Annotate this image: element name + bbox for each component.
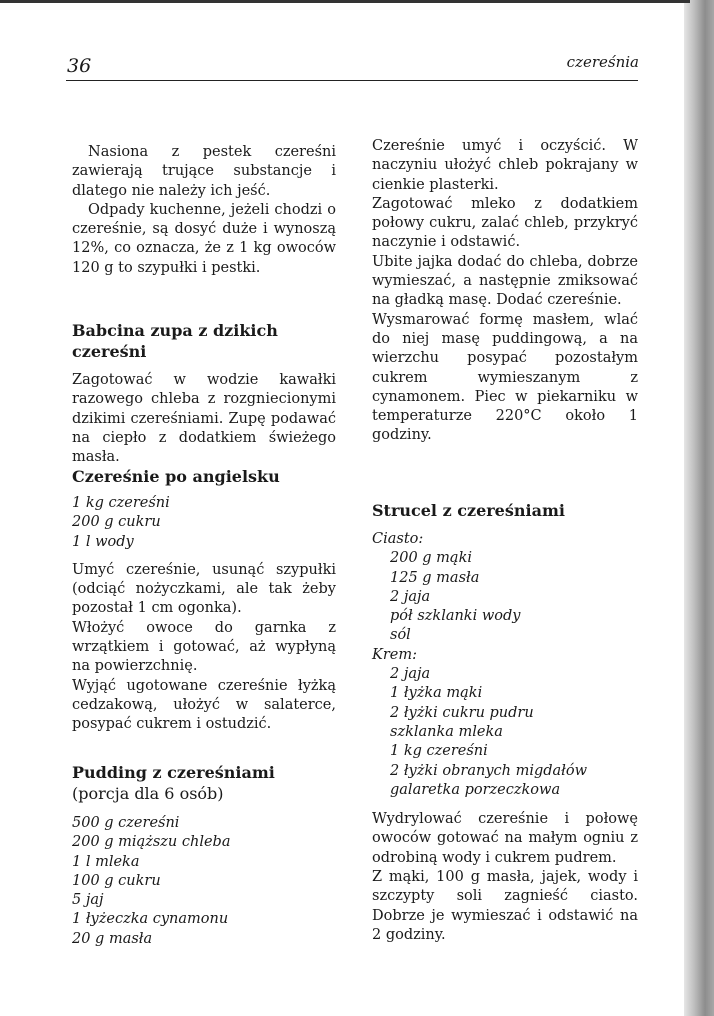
- recipe-step: Wysmarować formę masłem, wlać do niej masę puddingową, a na wierzchu posypać pozostałym cukrem wymieszanym z cynamonem. Piec w piekarniku w temperaturze 220°C około 1 godziny.: [372, 311, 638, 444]
- ingredient: 2 jaja: [390, 666, 431, 683]
- intro-text: [72, 143, 336, 278]
- dough-label: Ciasto:: [372, 531, 424, 547]
- recipe-steps: [72, 561, 336, 735]
- cream-ingredient-list: [372, 665, 638, 800]
- ingredient: 2 jaja: [390, 588, 431, 605]
- intro-paragraph: Nasiona z pestek czereśni zawierają trujące substancje i dlatego nie należy ich jeść.: [72, 144, 336, 199]
- ingredient: 200 g mąki: [390, 550, 472, 567]
- ingredient: 125 g masła: [390, 569, 480, 586]
- recipe-title: Pudding z czereśniami: [72, 763, 275, 782]
- ingredient: 2 łyżki cukru pudru: [390, 704, 534, 721]
- ingredient-list: [72, 494, 336, 552]
- recipe-subtitle: (porcja dla 6 osób): [72, 784, 224, 803]
- ingredient-list: [72, 814, 336, 949]
- ingredient: pół szklanki wody: [390, 608, 521, 625]
- ingredient: 1 l wody: [72, 533, 134, 550]
- recipe-steps: [372, 810, 638, 945]
- recipe-step: Wydrylować czereśnie i połowę owoców gotować na małym ogniu z odrobiną wody i cukrem pudrem.: [372, 811, 638, 866]
- ingredient: galaretka porzeczkowa: [390, 781, 561, 798]
- recipe-step: Umyć czereśnie, usunąć szypułki (odciąć nożyczkami, ale tak żeby pozostał 1 cm ogonka).: [72, 561, 336, 617]
- recipe-step: Ubite jajka dodać do chleba, dobrze wymieszać, a następnie zmiksować na gładką masę. Dodać czereśnie.: [372, 253, 638, 309]
- ingredient: 200 g cukru: [72, 514, 161, 531]
- top-border: [0, 0, 690, 3]
- recipe-step: Z mąki, 100 g masła, jajek, wody i szczypty soli zagnieść ciasto. Dobrze je wymieszać i odstawić na 2 godziny.: [372, 869, 638, 943]
- ingredient: 5 jaj: [72, 892, 104, 909]
- recipe-title: Strucel z czereśniami: [372, 501, 565, 520]
- recipe-title: Babcina zupa z dzikich czereśni: [72, 321, 278, 361]
- recipe-text: Zagotować w wodzie kawałki razowego chleba z rozgniecionymi dzikimi czereśniami. Zupę podawać na ciepło z dodatkiem świeżego masła.: [72, 372, 336, 466]
- ingredient: 1 kg czereśni: [390, 743, 488, 760]
- recipe-title: Czereśnie po angielsku: [72, 467, 280, 486]
- ingredient: 1 łyżka mąki: [390, 685, 483, 702]
- recipe-pudding: [72, 762, 336, 949]
- recipe-babcina-zupa: [72, 320, 336, 467]
- recipe-step: Czereśnie umyć i oczyścić. W naczyniu ułożyć chleb pokrajany w cienkie plasterki.: [372, 138, 638, 193]
- recipe-step: Wyjąć ugotowane czereśnie łyżką cedzakową, ułożyć w salaterce, posypać cukrem i ostudzić.: [72, 677, 336, 733]
- scanned-page-edge: [684, 0, 714, 1016]
- dough-ingredient-list: [372, 549, 638, 645]
- recipe-step: Włożyć owoce do garnka z wrzątkiem i gotować, aż wypłyną na powierzchnię.: [72, 619, 336, 675]
- cream-label: Krem:: [372, 646, 417, 663]
- ingredient: 1 kg czereśni: [72, 495, 170, 511]
- running-head: czereśnia: [566, 53, 639, 71]
- recipe-czeresnie-po-angielsku: [72, 466, 336, 735]
- ingredient: 500 g czereśni: [72, 815, 180, 831]
- ingredient: sól: [390, 627, 411, 644]
- ingredient: 200 g miąższu chleba: [72, 834, 231, 851]
- ingredient: 2 łyżki obranych migdałów: [390, 762, 588, 779]
- recipe-strucel: [372, 500, 638, 945]
- ingredient: 1 l mleka: [72, 853, 140, 870]
- recipe-step: Zagotować mleko z dodatkiem połowy cukru, zalać chleb, przykryć naczynie i odstawić.: [372, 195, 638, 251]
- intro-paragraph: Odpady kuchenne, jeżeli chodzi o czereśnie, są dosyć duże i wynoszą 12%, co oznacza, że z 1 kg owoców 120 g to szypułki i pestki.: [72, 201, 336, 276]
- page-number: 36: [67, 55, 92, 77]
- ingredient: szklanka mleka: [390, 723, 503, 740]
- header-rule: [66, 80, 638, 81]
- ingredient: 1 łyżeczka cynamonu: [72, 911, 229, 928]
- pudding-steps: [372, 137, 638, 446]
- ingredient: 20 g masła: [72, 930, 153, 947]
- ingredient: 100 g cukru: [72, 872, 161, 889]
